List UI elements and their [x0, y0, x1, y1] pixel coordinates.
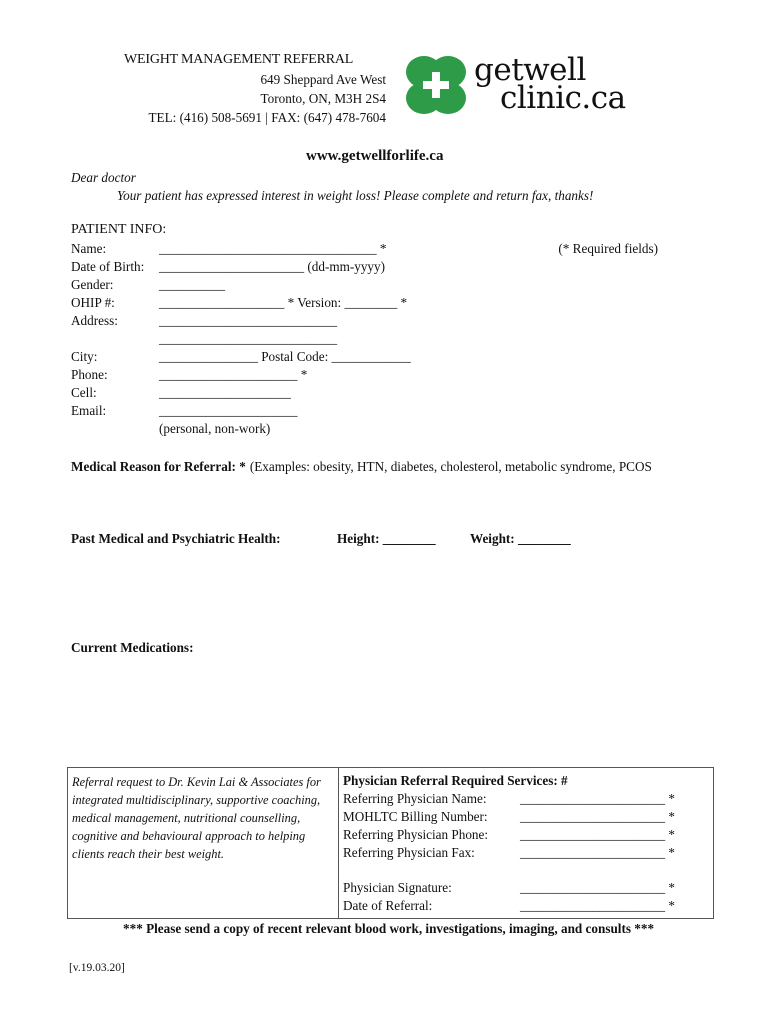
medical-reason-examples: (Examples: obesity, HTN, diabetes, cholesterol, metabolic syndrome, PCOS: [249, 459, 652, 474]
ohip-label: OHIP #:: [71, 295, 115, 310]
clinic-address-line2: Toronto, ON, M3H 2S4: [260, 91, 386, 106]
referral-text-line: integrated multidisciplinary, supportive coaching,: [72, 793, 321, 807]
physician-name-field[interactable]: ______________________ *: [520, 791, 675, 806]
medical-reason-label: Medical Reason for Referral: *: [71, 459, 246, 474]
logo-text-clinic: clinic.ca: [500, 80, 626, 116]
gender-field[interactable]: __________: [159, 277, 225, 292]
email-field[interactable]: _____________________: [159, 403, 298, 418]
physician-name-label: Referring Physician Name:: [343, 791, 487, 806]
physician-phone-field[interactable]: ______________________ *: [520, 827, 675, 842]
email-note: (personal, non-work): [159, 421, 271, 436]
physician-signature-field[interactable]: ______________________ *: [520, 880, 675, 895]
cell-field[interactable]: ____________________: [159, 385, 291, 400]
referral-text-line: Referral request to Dr. Kevin Lai & Associates for: [72, 775, 321, 789]
physician-services-heading: Physician Referral Required Services: #: [343, 773, 568, 788]
referral-text-line: clients reach their best weight.: [72, 847, 224, 861]
intro-message: Your patient has expressed interest in weight loss! Please complete and return fax, thanks!: [117, 188, 594, 203]
dob-field[interactable]: ______________________ (dd-mm-yyyy): [159, 259, 386, 274]
medical-reason-row: [71, 458, 652, 476]
cell-label: Cell:: [71, 385, 97, 400]
required-fields-note: (* Required fields): [558, 241, 658, 256]
gender-label: Gender:: [71, 277, 114, 292]
blood-work-note: *** Please send a copy of recent relevant blood work, investigations, imaging, and consults ***: [123, 921, 655, 936]
clinic-address-line1: 649 Sheppard Ave West: [260, 72, 386, 87]
referral-date-label: Date of Referral:: [343, 898, 433, 913]
height-field[interactable]: Height: ________: [337, 531, 436, 546]
referral-text-line: cognitive and behavioural approach to helping: [72, 829, 306, 843]
referral-text-line: medical management, nutritional counselling,: [72, 811, 301, 825]
address-field-1[interactable]: ___________________________: [159, 313, 338, 328]
name-label: Name:: [71, 241, 107, 256]
city-postal-field[interactable]: _______________ Postal Code: ____________: [159, 349, 411, 364]
phone-field[interactable]: _____________________ *: [159, 367, 308, 382]
referral-box: [67, 767, 714, 919]
version-label: [v.19.03.20]: [69, 962, 125, 974]
logo-text-getwell: getwell: [474, 52, 586, 88]
referral-date-field[interactable]: ______________________ *: [520, 898, 675, 913]
physician-signature-label: Physician Signature:: [343, 880, 452, 895]
clinic-logo: [403, 52, 469, 118]
physician-phone-label: Referring Physician Phone:: [343, 827, 489, 842]
ohip-field[interactable]: ___________________ * Version: ________ *: [159, 295, 408, 310]
current-medications-label: Current Medications:: [71, 640, 194, 655]
referral-box-divider: [338, 768, 339, 918]
address-label: Address:: [71, 313, 118, 328]
email-label: Email:: [71, 403, 107, 418]
referral-request-text: [72, 773, 321, 863]
weight-field[interactable]: Weight: ________: [470, 531, 571, 546]
form-title: WEIGHT MANAGEMENT REFERRAL: [124, 52, 354, 67]
name-field[interactable]: _________________________________ *: [159, 241, 387, 256]
clover-cross-icon: [403, 52, 469, 118]
patient-info-heading: PATIENT INFO:: [71, 222, 167, 237]
phone-label: Phone:: [71, 367, 108, 382]
city-label: City:: [71, 349, 98, 364]
website-link[interactable]: www.getwellforlife.ca: [306, 148, 444, 164]
billing-number-field[interactable]: ______________________ *: [520, 809, 675, 824]
past-health-label: Past Medical and Psychiatric Health:: [71, 531, 281, 546]
billing-number-label: MOHLTC Billing Number:: [343, 809, 488, 824]
address-field-2[interactable]: ___________________________: [159, 331, 338, 346]
clinic-phone-fax: TEL: (416) 508-5691 | FAX: (647) 478-7604: [148, 110, 386, 125]
physician-fax-label: Referring Physician Fax:: [343, 845, 475, 860]
dob-label: Date of Birth:: [71, 259, 145, 274]
physician-fax-field[interactable]: ______________________ *: [520, 845, 675, 860]
greeting: Dear doctor: [71, 170, 136, 185]
